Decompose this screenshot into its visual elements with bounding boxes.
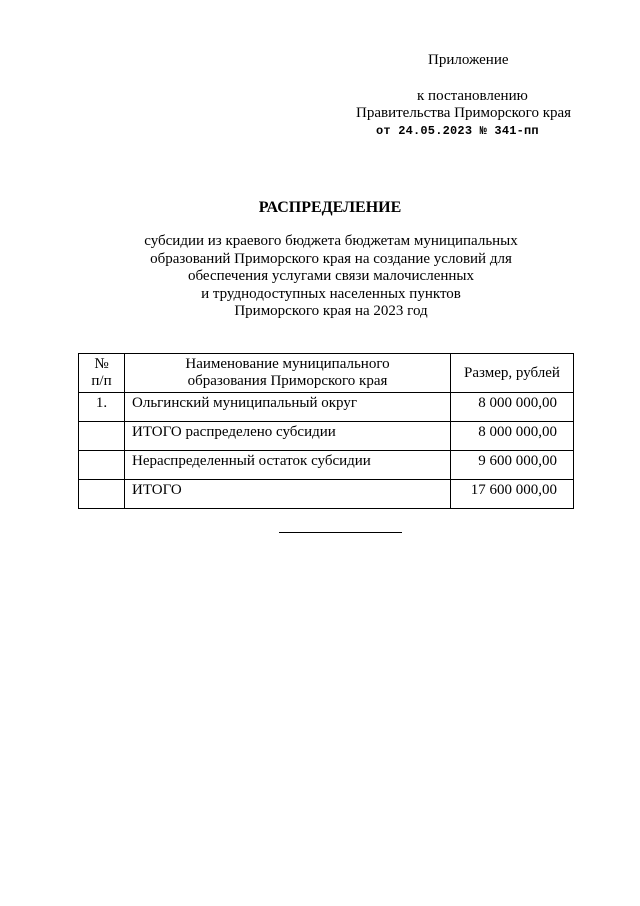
subtitle-line: субсидии из краевого бюджета бюджетам муниципальных	[144, 233, 518, 249]
row-name-cell: ИТОГО	[125, 480, 451, 509]
row-number-cell: 1.	[79, 393, 125, 422]
row-amount-cell: 17 600 000,00	[451, 480, 574, 509]
row-number-cell	[79, 480, 125, 509]
header-text: Размер, рублей	[464, 364, 560, 381]
table-row	[79, 393, 574, 422]
document-subtitle	[100, 233, 562, 321]
header-text: п/п	[91, 373, 112, 389]
row-amount-cell: 8 000 000,00	[451, 393, 574, 422]
row-number-cell	[79, 451, 125, 480]
resolution-date-number: от 24.05.2023 № 341-пп	[376, 124, 539, 138]
subtitle-line: обеспечения услугами связи малочисленных	[188, 268, 474, 285]
header-text: образования Приморского края	[187, 373, 388, 389]
subtitle-line: и труднодоступных населенных пунктов	[201, 285, 461, 302]
table-row	[79, 480, 574, 509]
column-header-number	[79, 354, 125, 393]
row-amount-cell: 8 000 000,00	[451, 422, 574, 451]
appendix-reference-line: Правительства Приморского края	[356, 105, 572, 121]
appendix-title: Приложение	[428, 52, 509, 68]
header-text: №	[94, 356, 109, 372]
distribution-table	[78, 353, 574, 509]
row-name-cell: ИТОГО распределено субсидии	[125, 422, 451, 451]
row-number-cell	[79, 422, 125, 451]
table-row	[79, 451, 574, 480]
closing-divider-line	[279, 532, 402, 533]
column-header-amount	[451, 354, 574, 393]
document-heading: РАСПРЕДЕЛЕНИЕ	[258, 199, 402, 216]
column-header-municipality	[125, 354, 451, 393]
appendix-reference-line: к постановлению	[417, 88, 528, 104]
subtitle-line: образований Приморского края на создание условий для	[150, 250, 512, 267]
row-name-cell: Ольгинский муниципальный округ	[125, 393, 451, 422]
row-amount-cell: 9 600 000,00	[451, 451, 574, 480]
table-header-row	[79, 354, 574, 393]
row-name-cell: Нераспределенный остаток субсидии	[125, 451, 451, 480]
table-row	[79, 422, 574, 451]
header-text: Наименование муниципального	[185, 356, 390, 372]
subtitle-line: Приморского края на 2023 год	[234, 303, 428, 320]
